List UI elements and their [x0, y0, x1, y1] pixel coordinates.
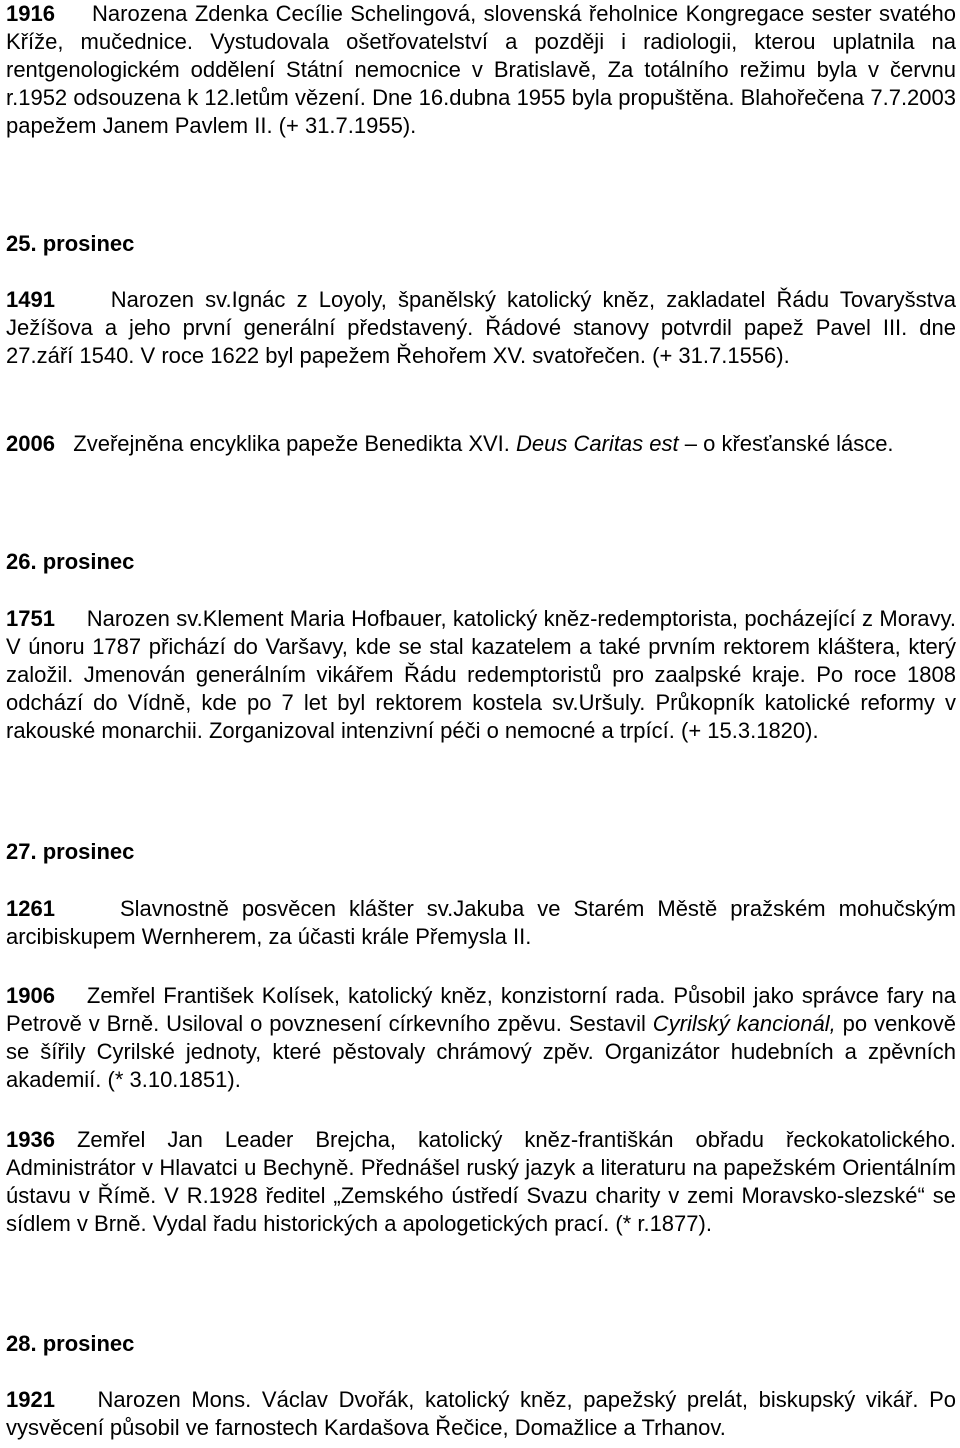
entry-text: Narozen sv.Klement Maria Hofbauer, katolický kněz-redemptorista, pocházející z Moravy. V únoru 1787 přichází do Varšavy, kde se stal kazatelem a také prvním rektorem kláštera, který založil. Jmenován generálním vikářem Řádu redemptoristů pro zaalpské kraje. Po roce 1808 odchází do Vídně, kde po 7 let byl rektorem kostela sv.Uršuly. Průkopník katolické reformy v rakouské monarchii. Zorganizoval intenzivní péči o nemocné a trpící. (+ 15.3.1820).: [6, 606, 956, 743]
entry-paragraph: [6, 1386, 956, 1442]
entry-year: 2006: [6, 431, 55, 456]
entry-year: 1751: [6, 606, 55, 631]
entry-1751: [6, 605, 956, 745]
date-heading: 27. prosinec: [6, 839, 135, 864]
kancional-title: Cyrilský kancionál,: [652, 1011, 836, 1036]
entry-text: Slavnostně posvěcen klášter sv.Jakuba ve Starém Městě pražském mohučským arcibiskupem Wernherem, za účasti krále Přemysla II.: [6, 896, 956, 949]
entry-text: Narozena Zdenka Cecílie Schelingová, slovenská řeholnice Kongregace sester svatého Kříže, mučednice. Vystudovala ošetřovatelství a později i radiologii, kterou uplatnila na rentgenologickém oddělení Státní nemocnice v Bratislavě, Za totálního režimu byla v červnu r.1952 odsouzena k 12.letům vězení. Dne 16.dubna 1955 byla propuštěna. Blahořečena 7.7.2003 papežem Janem Pavlem II. (+ 31.7.1955).: [6, 1, 957, 138]
date-heading: 25. prosinec: [6, 231, 135, 256]
date-heading-25: [6, 230, 956, 258]
entry-paragraph: [6, 0, 956, 140]
entry-1916: [6, 0, 956, 140]
entry-2006: [6, 430, 956, 458]
date-heading: 28. prosinec: [6, 1331, 135, 1356]
entry-1906: [6, 982, 956, 1094]
entry-text: Zemřel František Kolísek, katolický kněz, konzistorní rada. Působil jako správce fary na Petrově v Brně. Usiloval o povznesení církevního zpěvu. Sestavil: [6, 983, 956, 1036]
date-heading-28: [6, 1330, 956, 1358]
encyclical-title: Deus Caritas est: [516, 431, 679, 456]
entry-text: Zemřel Jan Leader Brejcha, katolický kněz-františkán obřadu řeckokatolického. Administrátor v Hlavatci u Bechyně. Přednášel ruský jazyk a literaturu na papežském Orientálním ústavu v Římě. V R.1928 ředitel „Zemského ústředí Svazu charity v zemi Moravsko-slezské“ se sídlem v Brně. Vydal řadu historických a apologetických prací. (* r.1877).: [6, 1127, 956, 1236]
entry-1261: [6, 895, 956, 951]
entry-paragraph: [6, 982, 956, 1094]
entry-paragraph: [6, 895, 956, 951]
entry-text: Zveřejněna encyklika papeže Benedikta XVI.: [73, 431, 517, 456]
date-heading-27: [6, 838, 956, 866]
entry-paragraph: [6, 605, 956, 745]
date-heading: 26. prosinec: [6, 549, 135, 574]
entry-year: 1916: [6, 1, 55, 26]
entry-year: 1261: [6, 896, 55, 921]
entry-text: Narozen sv.Ignác z Loyoly, španělský katolický kněz, zakladatel Řádu Tovaryšstva Ježíšova a jeho první generální představený. Řádové stanovy potvrdil papež Pavel III. dne 27.září 1540. V roce 1622 byl papežem Řehořem XV. svatořečen. (+ 31.7.1556).: [6, 287, 957, 368]
entry-text-tail: po venkově se šířily Cyrilské jednoty, které pěstovaly chrámový zpěv. Organizátor hudebních a zpěvních akademií. (* 3.10.1851).: [6, 1011, 957, 1092]
entry-year: 1921: [6, 1387, 55, 1412]
entry-paragraph: [6, 1126, 956, 1238]
entry-text: Narozen Mons. Václav Dvořák, katolický kněz, papežský prelát, biskupský vikář. Po vysvěcení působil ve farnostech Kardašova Řečice, Domažlice a Trhanov.: [6, 1387, 957, 1440]
entry-1921: [6, 1386, 956, 1442]
entry-year: 1906: [6, 983, 55, 1008]
entry-text-tail: – o křesťanské lásce.: [678, 431, 894, 456]
entry-year: 1491: [6, 287, 55, 312]
date-heading-26: [6, 548, 956, 576]
entry-year: 1936: [6, 1127, 55, 1152]
entry-paragraph: [6, 286, 956, 370]
entry-1936: [6, 1126, 956, 1238]
entry-1491: [6, 286, 956, 370]
entry-paragraph: [6, 430, 956, 458]
